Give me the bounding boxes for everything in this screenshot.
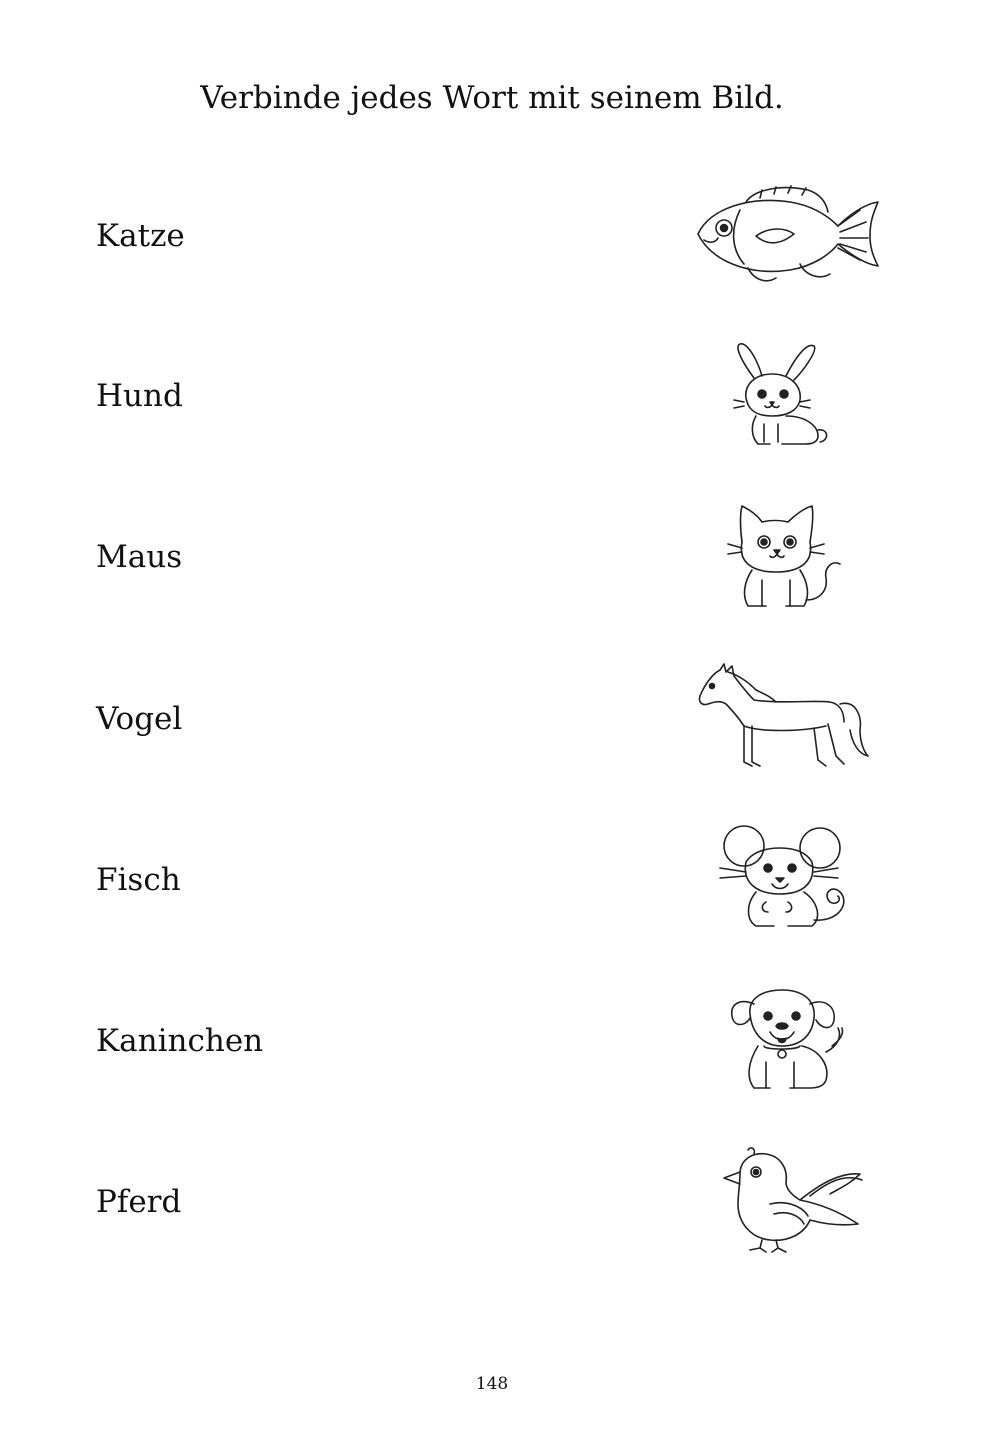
word-maus: Maus [96,539,183,575]
page-number: 148 [475,1374,509,1394]
rabbit-icon [690,340,886,450]
horse-icon [690,660,886,770]
dog-icon [690,984,886,1094]
mouse-icon [690,822,886,932]
fish-icon [690,180,886,290]
worksheet-instruction: Verbinde jedes Wort mit seinem Bild. [200,80,784,116]
cat-icon [690,502,886,612]
word-katze: Katze [96,218,185,254]
word-kaninchen: Kaninchen [96,1023,264,1059]
word-fisch: Fisch [96,862,181,898]
word-pferd: Pferd [96,1184,182,1220]
bird-icon [690,1144,886,1254]
word-vogel: Vogel [96,701,183,737]
word-hund: Hund [96,378,183,414]
